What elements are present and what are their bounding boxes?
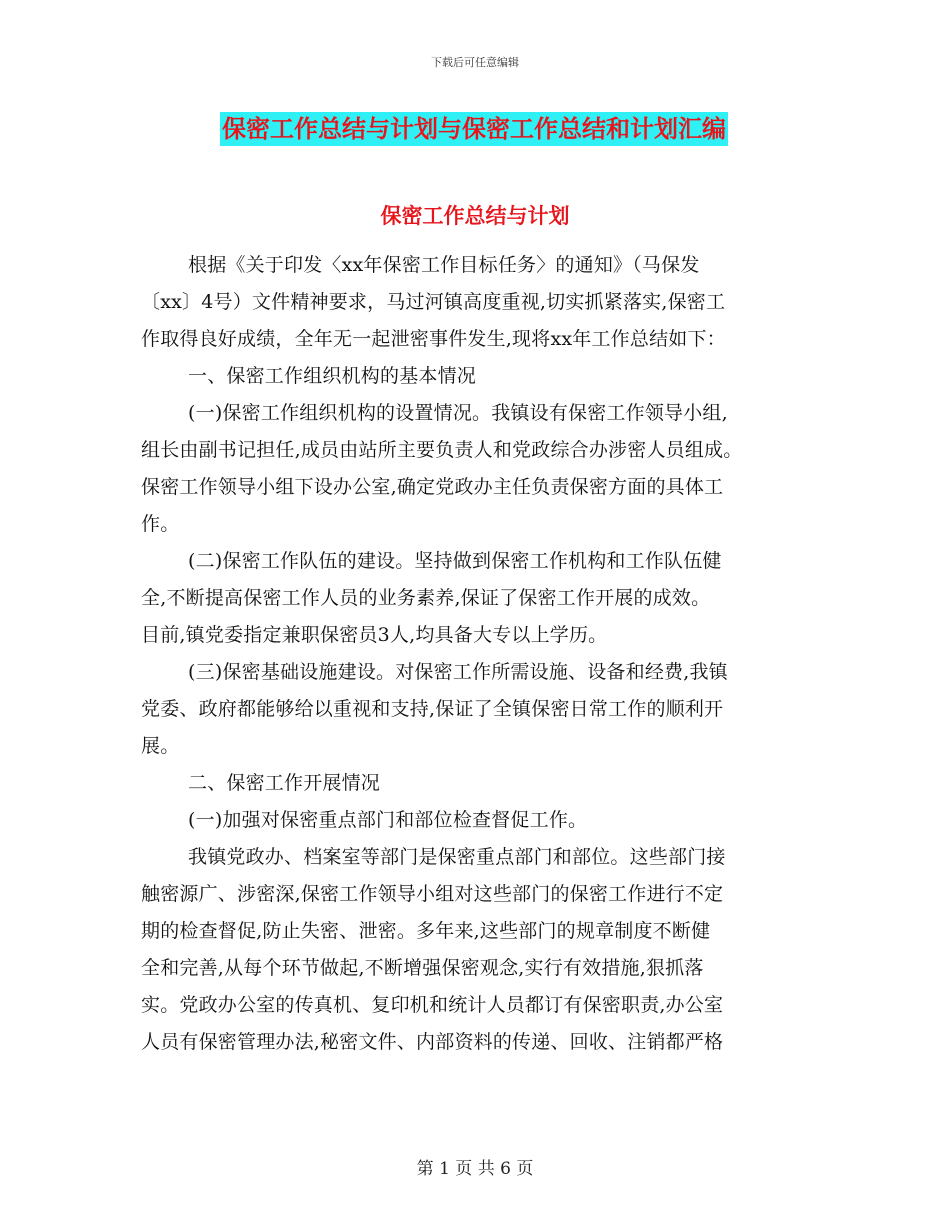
body-line: (三)保密基础设施建设。对保密工作所需设施、设备和经费,我镇 <box>188 661 728 683</box>
body-line: 触密源广、涉密深,保密工作领导小组对这些部门的保密工作进行不定 <box>141 883 724 905</box>
document-title: 保密工作总结与计划与保密工作总结和计划汇编 <box>220 112 728 146</box>
body-line: 一、保密工作组织机构的基本情况 <box>188 365 477 387</box>
body-line: 展。 <box>141 735 180 757</box>
body-line: 我镇党政办、档案室等部门是保密重点部门和部位。这些部门接 <box>188 846 726 868</box>
body-line: (一)加强对保密重点部门和部位检查督促工作。 <box>188 809 588 831</box>
body-line: 人员有保密管理办法,秘密文件、内部资料的传递、回收、注销都严格 <box>141 1031 724 1053</box>
section-title: 保密工作总结与计划 <box>380 204 570 228</box>
page-number-footer: 第 1 页 共 6 页 <box>416 1159 534 1179</box>
body-line: 作。 <box>141 513 180 535</box>
body-line: 目前,镇党委指定兼职保密员3人,均具备大专以上学历。 <box>141 624 608 646</box>
body-line: 保密工作领导小组下设办公室,确定党政办主任负责保密方面的具体工 <box>141 476 724 498</box>
body-line: 党委、政府都能够给以重视和支持,保证了全镇保密日常工作的顺利开 <box>141 698 724 720</box>
body-line: 组长由副书记担任,成员由站所主要负责人和党政综合办涉密人员组成。 <box>141 439 743 461</box>
body-line: 全,不断提高保密工作人员的业务素养,保证了保密工作开展的成效。 <box>141 587 711 609</box>
body-line: (二)保密工作队伍的建设。坚持做到保密工作机构和工作队伍健 <box>188 550 722 572</box>
body-line: 全和完善,从每个环节做起,不断增强保密观念,实行有效措施,狠抓落 <box>141 957 704 979</box>
body-line: 作取得良好成绩，全年无一起泄密事件发生,现将xx年工作总结如下： <box>141 328 726 350</box>
body-line: 二、保密工作开展情况 <box>188 772 381 794</box>
body-line: 根据《关于印发〈xx年保密工作目标任务〉的通知》（马保发 <box>188 254 700 276</box>
body-line: 〔xx〕4号）文件精神要求，马过河镇高度重视,切实抓紧落实,保密工 <box>141 291 726 313</box>
header-note: 下载后可任意编辑 <box>431 56 519 69</box>
body-line: (一)保密工作组织机构的设置情况。我镇设有保密工作领导小组, <box>188 402 728 424</box>
body-line: 实。党政办公室的传真机、复印机和统计人员都订有保密职责,办公室 <box>141 994 724 1016</box>
body-line: 期的检查督促,防止失密、泄密。多年来,这些部门的规章制度不断健 <box>141 920 711 942</box>
